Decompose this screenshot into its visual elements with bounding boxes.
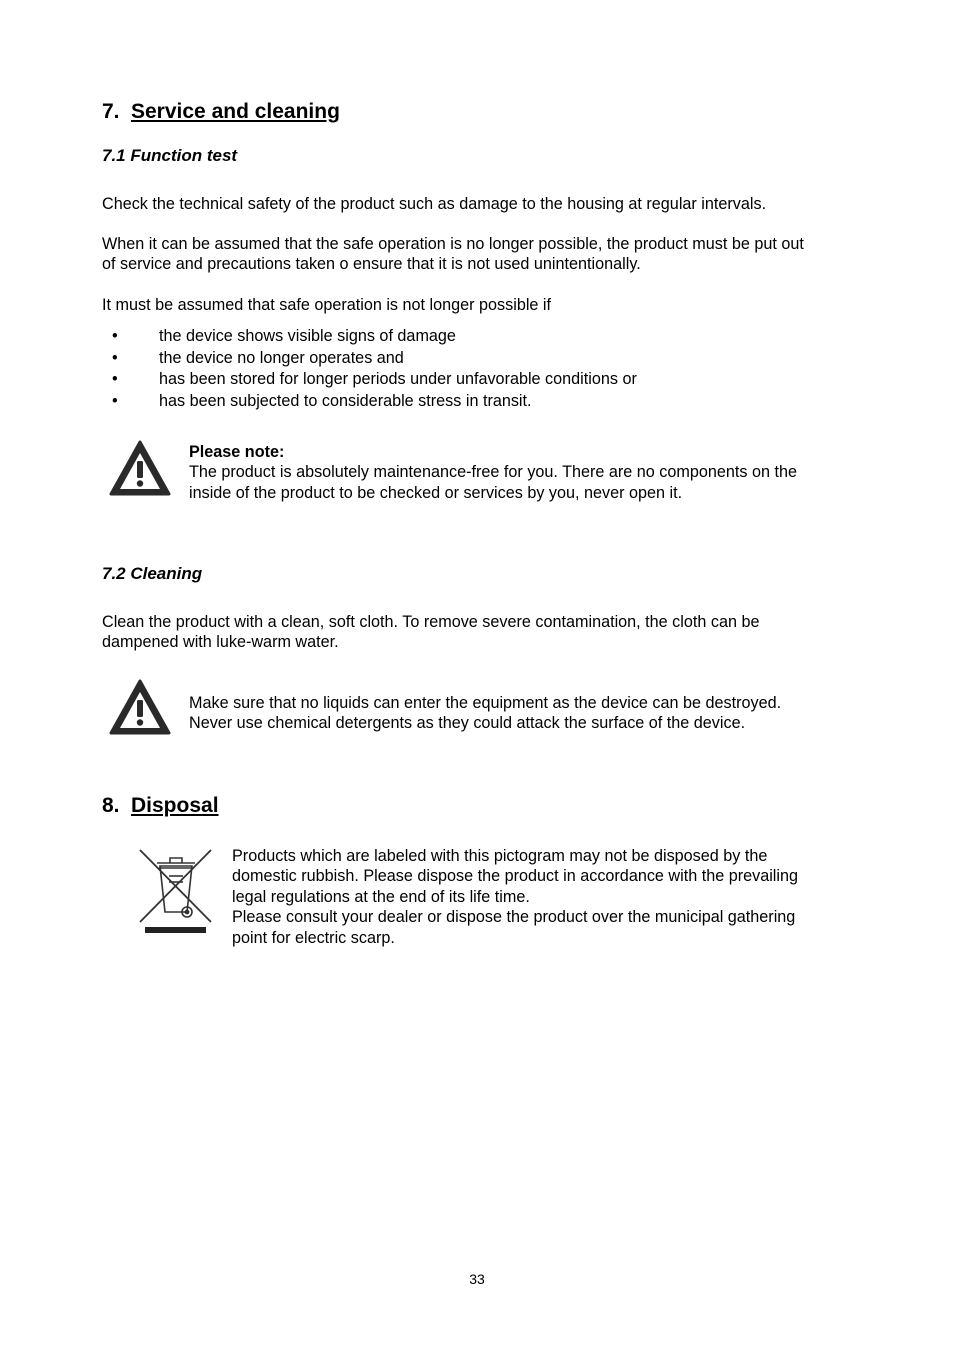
bullet-glyph: • (112, 391, 118, 410)
list-item: • the device no longer operates and (102, 348, 637, 370)
disposal-line-2: domestic rubbish. Please dispose the product in accordance with the prevailing (232, 867, 798, 886)
bullet-glyph: • (112, 348, 118, 367)
subsection-7-1-title: 7.1 Function test (102, 146, 238, 165)
cleaning-paragraph-line-1: Clean the product with a clean, soft cloth. To remove severe contamination, the cloth can be (102, 613, 760, 631)
function-test-paragraph-1: Check the technical safety of the product such as damage to the housing at regular intervals. (102, 195, 767, 213)
disposal-line-5: point for electric scarp. (232, 928, 395, 947)
unsafe-conditions-list (102, 326, 637, 412)
function-test-paragraph-2-line-1: When it can be assumed that the safe operation is no longer possible, the product must be put out (102, 235, 804, 253)
list-item: • the device shows visible signs of damage (102, 326, 637, 348)
section-8-heading (102, 794, 219, 818)
warning-triangle-icon (108, 678, 172, 736)
disposal-line-3: legal regulations at the end of its life time. (232, 887, 530, 906)
function-test-paragraph-2-line-2: of service and precautions taken o ensure that it is not used unintentionally. (102, 255, 641, 274)
page-number: 33 (469, 1271, 485, 1287)
section-7-title: Service and cleaning (131, 100, 340, 123)
liquids-warning (189, 693, 781, 734)
bullet-glyph: • (112, 327, 118, 345)
note-line-1: The product is absolutely maintenance-free for you. There are no components on the (189, 463, 797, 482)
note-title: Please note: (189, 443, 285, 461)
section-8-number: 8. (102, 794, 120, 817)
warning-line-1: Make sure that no liquids can enter the equipment as the device can be destroyed. (189, 694, 782, 712)
note-line-2: inside of the product to be checked or services by you, never open it. (189, 483, 683, 502)
list-item: • has been subjected to considerable stress in transit. (102, 391, 637, 413)
maintenance-note (189, 442, 797, 503)
section-8-title: Disposal (131, 794, 219, 817)
crossed-out-wheelie-bin-icon (137, 846, 215, 936)
subsection-7-2-title: 7.2 Cleaning (102, 564, 203, 583)
list-item: • has been stored for longer periods under unfavorable conditions or (102, 369, 637, 391)
bullet-glyph: • (112, 370, 118, 388)
section-7-number: 7. (102, 100, 120, 123)
function-test-paragraph-3: It must be assumed that safe operation is not longer possible if (102, 296, 552, 314)
disposal-text (232, 846, 798, 948)
disposal-line-4: Please consult your dealer or dispose the product over the municipal gathering (232, 908, 796, 927)
cleaning-paragraph (102, 612, 759, 653)
disposal-line-1: Products which are labeled with this pictogram may not be disposed by the (232, 847, 768, 865)
function-test-paragraph-2 (102, 234, 804, 275)
cleaning-paragraph-line-2: dampened with luke-warm water. (102, 633, 339, 652)
warning-line-2: Never use chemical detergents as they could attack the surface of the device. (189, 714, 746, 733)
warning-triangle-icon (108, 439, 172, 497)
section-7-heading (102, 100, 340, 124)
